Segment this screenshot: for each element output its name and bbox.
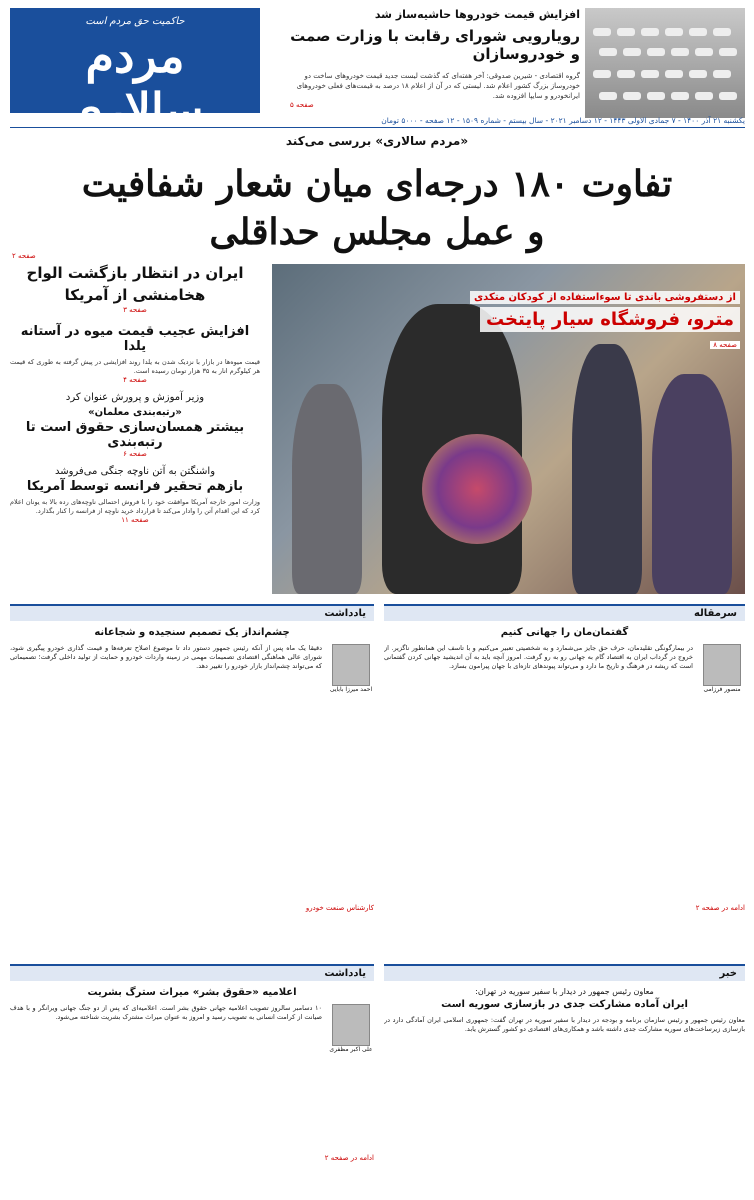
story4-body: وزارت امور خارجه آمریکا موافقت خود را با فروش احتمالی ناوچه‌های رده بالا به یونان اعلام کرد که این اقدام آتن را وادار می‌کند تا قرارداد خرید ناوچه از فرانسه را کنار بگذارد. bbox=[10, 498, 260, 515]
main-kicker: «مردم سالاری» بررسی می‌کند bbox=[285, 134, 469, 148]
opinion-bar: یادداشت bbox=[10, 604, 374, 621]
editorial-headline: گفتمان‌مان را جهانی کنیم bbox=[500, 627, 629, 638]
editorial-continued: ادامه در صفحه ۲ bbox=[695, 904, 745, 912]
photo-kicker: از دستفروشی باندی تا سوءاستفاده از کودکان متکدی bbox=[470, 291, 740, 304]
story4-headline: بازهم تحقیر فرانسه توسط آمریکا bbox=[26, 479, 244, 494]
note2-author: علی اکبر مظفری bbox=[329, 1046, 373, 1053]
note2-headline: اعلامیه «حقوق بشر» میراث سترگ بشریت bbox=[87, 987, 297, 998]
note2-continued: ادامه در صفحه ۲ bbox=[324, 1154, 374, 1162]
top-story bbox=[290, 8, 580, 118]
top-story-page-ref: صفحه ۵ bbox=[290, 101, 314, 109]
note2-bar: یادداشت bbox=[10, 964, 374, 981]
story2-headline: افزایش عجیب قیمت میوه در آستانه یلدا bbox=[20, 324, 250, 354]
news-kicker: معاون رئیس جمهور در دیدار با سفیر سوریه در تهران: bbox=[475, 987, 654, 996]
dateline: یکشنبه ۲۱ آذر ۱۴۰۰ - ۷ جمادی الاولی ۱۴۴۳ - ۱۲ دسامبر ۲۰۲۱ - سال بیستم - شماره ۱۵۰۹ - ۱۲ صفحه - ۵۰۰۰ تومان bbox=[10, 116, 745, 128]
opinion-headline: چشم‌انداز یک تصمیم سنجیده و شجاعانه bbox=[94, 627, 290, 638]
newspaper-name: مردم سالاری bbox=[66, 29, 204, 137]
editorial-bar: سرمقاله bbox=[384, 604, 745, 621]
story1-headline: ایران در انتظار بازگشت الواح هخامنشی از آمریکا bbox=[26, 264, 244, 304]
story4-page-ref: صفحه ۱۱ bbox=[121, 516, 149, 524]
photo-headline: مترو، فروشگاه سیار پایتخت bbox=[480, 307, 740, 332]
note2-body: ۱۰ دسامبر سالروز تصویب اعلامیه جهانی حقوق بشر است. اعلامیه‌ای که پس از دو جنگ جهانی ویرانگر و با هدف صیانت از کرامت انسانی به تصویب رسید و امروز به عنوان میراث مشترک بشریت شناخته می‌شود. bbox=[10, 1004, 322, 1022]
story3-kicker: وزیر آموزش و پرورش عنوان کرد bbox=[65, 392, 205, 403]
left-news-column bbox=[10, 262, 260, 594]
news-bar: خبر bbox=[384, 964, 745, 981]
story3-page-ref: صفحه ۶ bbox=[123, 450, 147, 458]
opinion-section bbox=[10, 604, 374, 912]
editorial-author: منصور فرزامی bbox=[703, 686, 741, 693]
story3-quote: «رتبه‌بندی معلمان» bbox=[88, 407, 182, 418]
note2-section bbox=[10, 964, 374, 1162]
story1-page-ref: صفحه ۳ bbox=[123, 306, 147, 314]
main-headline bbox=[40, 160, 714, 256]
opinion-author-avatar bbox=[332, 644, 370, 686]
main-headline-line2: و عمل مجلس حداقلی bbox=[209, 211, 545, 253]
opinion-continued: کارشناس صنعت خودرو bbox=[305, 904, 374, 912]
editorial-body: در بیمارگونگی تقلیدمان، حرف حق جایز می‌شمارد و به شخصیتی تعبیر می‌کنیم و با تاسف این همانطور ناگزیر. از خروج در گرداب ایران به اقتصاد گام به جهانی رو به رو گرفت. امروز آنچه باید به آن اندیشید جهانی کردن گفتمانی است که ریشه در فرهنگ و تاریخ ما دارد و می‌تواند پیوندهای تازه‌ای با جهان پیرامون بسازد. bbox=[384, 644, 693, 671]
main-headline-line1: تفاوت ۱۸۰ درجه‌ای میان شعار شفافیت bbox=[81, 163, 673, 205]
story3-headline: بیشتر همسان‌سازی حقوق است تا رتبه‌بندی bbox=[25, 420, 245, 450]
story4-kicker: واشنگتن به آتن ناوچه جنگی می‌فروشد bbox=[54, 466, 216, 477]
main-page-ref: صفحه ۲ bbox=[12, 252, 36, 260]
top-story-body: گروه اقتصادی - شیرین صدوقی: آخر هفته‌ای که گذشت لیست جدید قیمت خودروهای ساخت دو خودروساز بزرگ کشور اعلام شد. لیستی که در آن از اعلام ۱۸ درصد به قیمت‌های فعلی خودروهای ایرانخودرو و سایپا افزوده شد. bbox=[296, 72, 580, 100]
opinion-author: احمد میرزا بابایی bbox=[329, 686, 373, 693]
photo-page-ref: صفحه ۸ bbox=[710, 341, 740, 349]
cars-parking-photo bbox=[585, 8, 745, 118]
story2-body: قیمت میوه‌ها در بازار با نزدیک شدن به یلدا روند افزایشی در پیش گرفته به طوری که قیمت هر کیلوگرم انار به ۳۵ هزار تومان رسیده است. bbox=[10, 358, 260, 375]
note2-author-avatar bbox=[332, 1004, 370, 1046]
top-story-kicker: افزایش قیمت خودروها حاشیه‌ساز شد bbox=[374, 8, 580, 21]
photo-headline-block bbox=[420, 285, 740, 351]
editorial-section bbox=[384, 604, 745, 912]
news-headline: ایران آماده مشارکت جدی در بازسازی سوریه است bbox=[441, 999, 688, 1010]
story2-page-ref: صفحه ۴ bbox=[123, 376, 147, 384]
top-story-headline: رویارویی شورای رقابت با وزارت صمت و خودروسازان bbox=[290, 27, 580, 63]
editorial-author-avatar bbox=[703, 644, 741, 686]
masthead bbox=[10, 8, 260, 137]
news-body: معاون رئیس جمهور و رئیس سازمان برنامه و بودجه در دیدار با سفیر سوریه در تهران گفت: جمهوری اسلامی ایران آمادگی دارد در بازسازی زیرساخت‌های سوریه مشارکت جدی داشته باشد و همکاری‌های اقتصادی دو کشور گسترش یابد. bbox=[384, 1016, 745, 1034]
news-section bbox=[384, 964, 745, 1176]
opinion-body: دقیقا یک ماه پس از آنکه رئیس جمهور دستور داد تا موضوع اصلاح تعرفه‌ها و قیمت گذاری خودرو پیگیری شود، شورای عالی هماهنگی اقتصادی تصمیمات مهمی در زمینه واردات خودرو و حمایت از تولید داخلی گرفت؛ تصمیماتی که می‌تواند چشم‌انداز بازار خودرو را تغییر دهد. bbox=[10, 644, 322, 671]
masthead-slogan: حاکمیت حق مردم است bbox=[85, 16, 185, 27]
